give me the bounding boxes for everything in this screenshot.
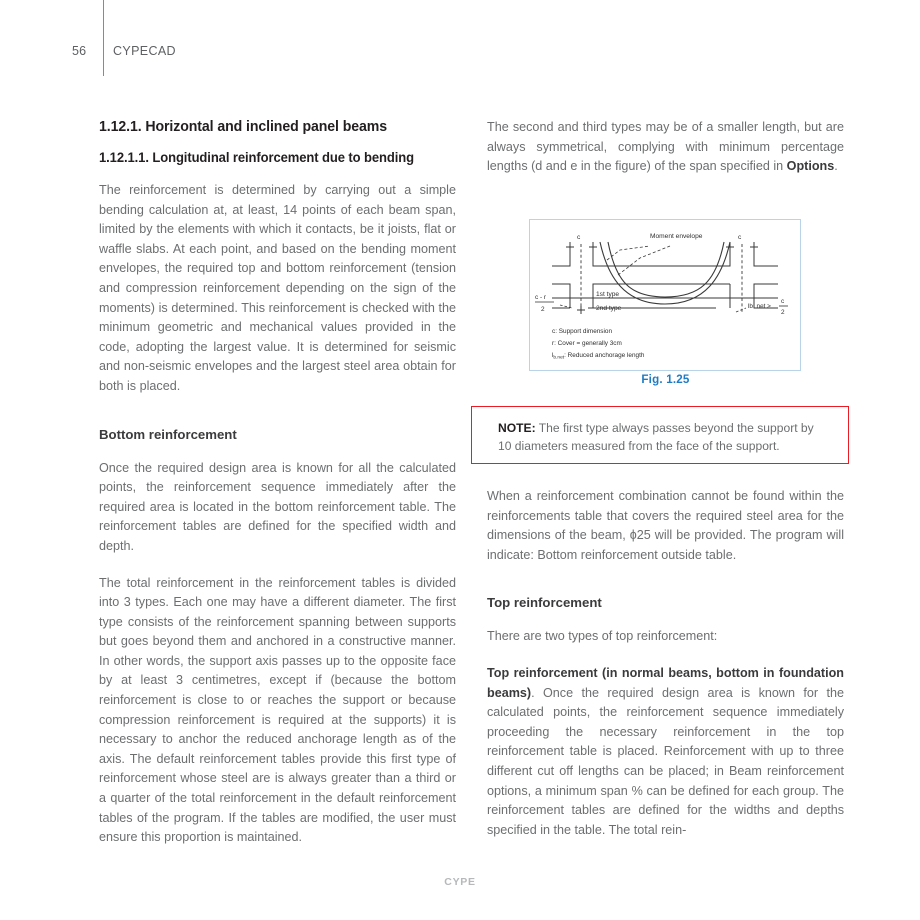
figure-legend	[552, 328, 645, 361]
heading-top-reinforcement: Top reinforcement	[487, 595, 602, 611]
note-text	[498, 420, 828, 455]
note-body: The first type always passes beyond the support by 10 diameters measured from the face of the support.	[498, 421, 814, 453]
paragraph-top-reinforcement-detail	[487, 664, 844, 840]
paragraph-second-third-types	[487, 118, 844, 177]
paragraph-text-lead: The second and third types may be of a smaller length, but are always symmetrical, complying with minimum percentage lengths (d and e in the figure) of the span specified in	[487, 120, 844, 174]
legend-line-2: r: Cover = generally 3cm	[552, 340, 622, 347]
beam-reinforcement-diagram	[530, 220, 800, 370]
section-title: 1.12.1. Horizontal and inclined panel beams	[99, 118, 387, 135]
paragraph-text-tail: .	[834, 159, 838, 174]
legend-line-3: $l_{b.net}$: Reduced anchorage length	[552, 352, 645, 361]
left-column	[99, 118, 456, 848]
note-label: NOTE:	[498, 421, 536, 435]
svg-text:lb, net >: lb, net >	[748, 303, 771, 310]
label-moment-envelope: Moment envelope	[650, 233, 703, 240]
right-column-continued	[487, 487, 844, 840]
top-reinforcement-rest: . Once the required design area is known for the calculated points, the reinforcement sequence immediately proceeding the necessary reinforcement in the top reinforcement table is placed. Reinforcement with up to three different cut off lengths can be placed; in Beam reinforcement options, a minimum span % can be defined for each group. The reinforcement tables are defined for the widths and depths specified in the table. The total rein-	[487, 685, 844, 837]
label-second-type: 2nd type	[596, 305, 622, 312]
svg-text:2: 2	[541, 306, 545, 313]
spacer	[99, 414, 456, 427]
subsection-title: 1.12.1.1. Longitudinal reinforcement due to bending	[99, 149, 415, 165]
paragraph-two-types: There are two types of top reinforcement:	[487, 629, 718, 644]
footer-brand: CYPE	[444, 876, 476, 888]
options-emphasis: Options	[786, 159, 835, 174]
svg-text:c: c	[781, 298, 785, 305]
heading-bottom-reinforcement: Bottom reinforcement	[99, 426, 237, 442]
label-first-type: 1st type	[596, 291, 620, 298]
svg-text:c - r: c - r	[535, 294, 547, 301]
top-reinforcement-emphasis: Top reinforcement (in normal beams, bottom in foundation beams)	[487, 665, 844, 700]
spacer-2	[487, 582, 844, 595]
label-support-c-left: c	[577, 234, 581, 241]
paragraph-reinforcement-types: The total reinforcement in the reinforcement tables is divided into 3 types. Each one may have a different diameter. The first type consists of the reinforcement spanning between supports but goes beyond them and anchored in a constructive manner. In other words, the support axis passes up to the opposite face by at least 3 centimetres, except if (because the bottom reinforcement is close to or reaches the support or because compression reinforcement is required at the supports) it is necessary to anchor the reduced anchorage length as of the axis. The default reinforcement tables provide this first type of reinforcement whose steel are is always greater than a third or a quarter of the total reinforcement in the default reinforcement tables of the program. If the tables are modified, the user must ensure this proportion is maintained.	[99, 575, 456, 845]
header-title: CYPECAD	[113, 44, 176, 58]
right-column	[487, 118, 844, 177]
page-number: 56	[72, 44, 87, 58]
figure-caption: Fig. 1.25	[641, 373, 690, 386]
svg-text:2: 2	[781, 309, 785, 316]
legend-line-1: c: Support dimension	[552, 328, 613, 335]
note-callout-box	[471, 406, 849, 464]
paragraph-combination-not-found: When a reinforcement combination cannot be found within the reinforcements table that covers the required steel area for the dimensions of the beam, ɸ25 will be provided. The program will indicate: Bottom reinforcement outside table.	[487, 489, 844, 562]
paragraph-bending-calculation: The reinforcement is determined by carrying out a simple bending calculation at, at least, 14 points of each beam span, limited by the elements with which it contacts, be it joists, flat or waffle slabs. At each point, and based on the bending moment envelopes, the required top and bottom reinforcement (tension and compression reinforcement depending on the sign of the moments) is determined. This reinforcement is checked with the minimum geometric and mechanical values provided in the code, adopting the largest value. It is determined for seismic and non-seismic envelopes and the largest steel area obtain for both is placed.	[99, 183, 456, 393]
header-divider-rule	[103, 0, 104, 76]
paragraph-design-area: Once the required design area is known for all the calculated points, the reinforcement sequence immediately after the required area is located in the bottom reinforcement table. The reinforcement tables are defined for the specified width and depth.	[99, 460, 456, 553]
label-c-minus-r-over-2	[535, 294, 554, 313]
figure-1-25	[529, 219, 801, 371]
label-support-c-right: c	[738, 234, 742, 241]
